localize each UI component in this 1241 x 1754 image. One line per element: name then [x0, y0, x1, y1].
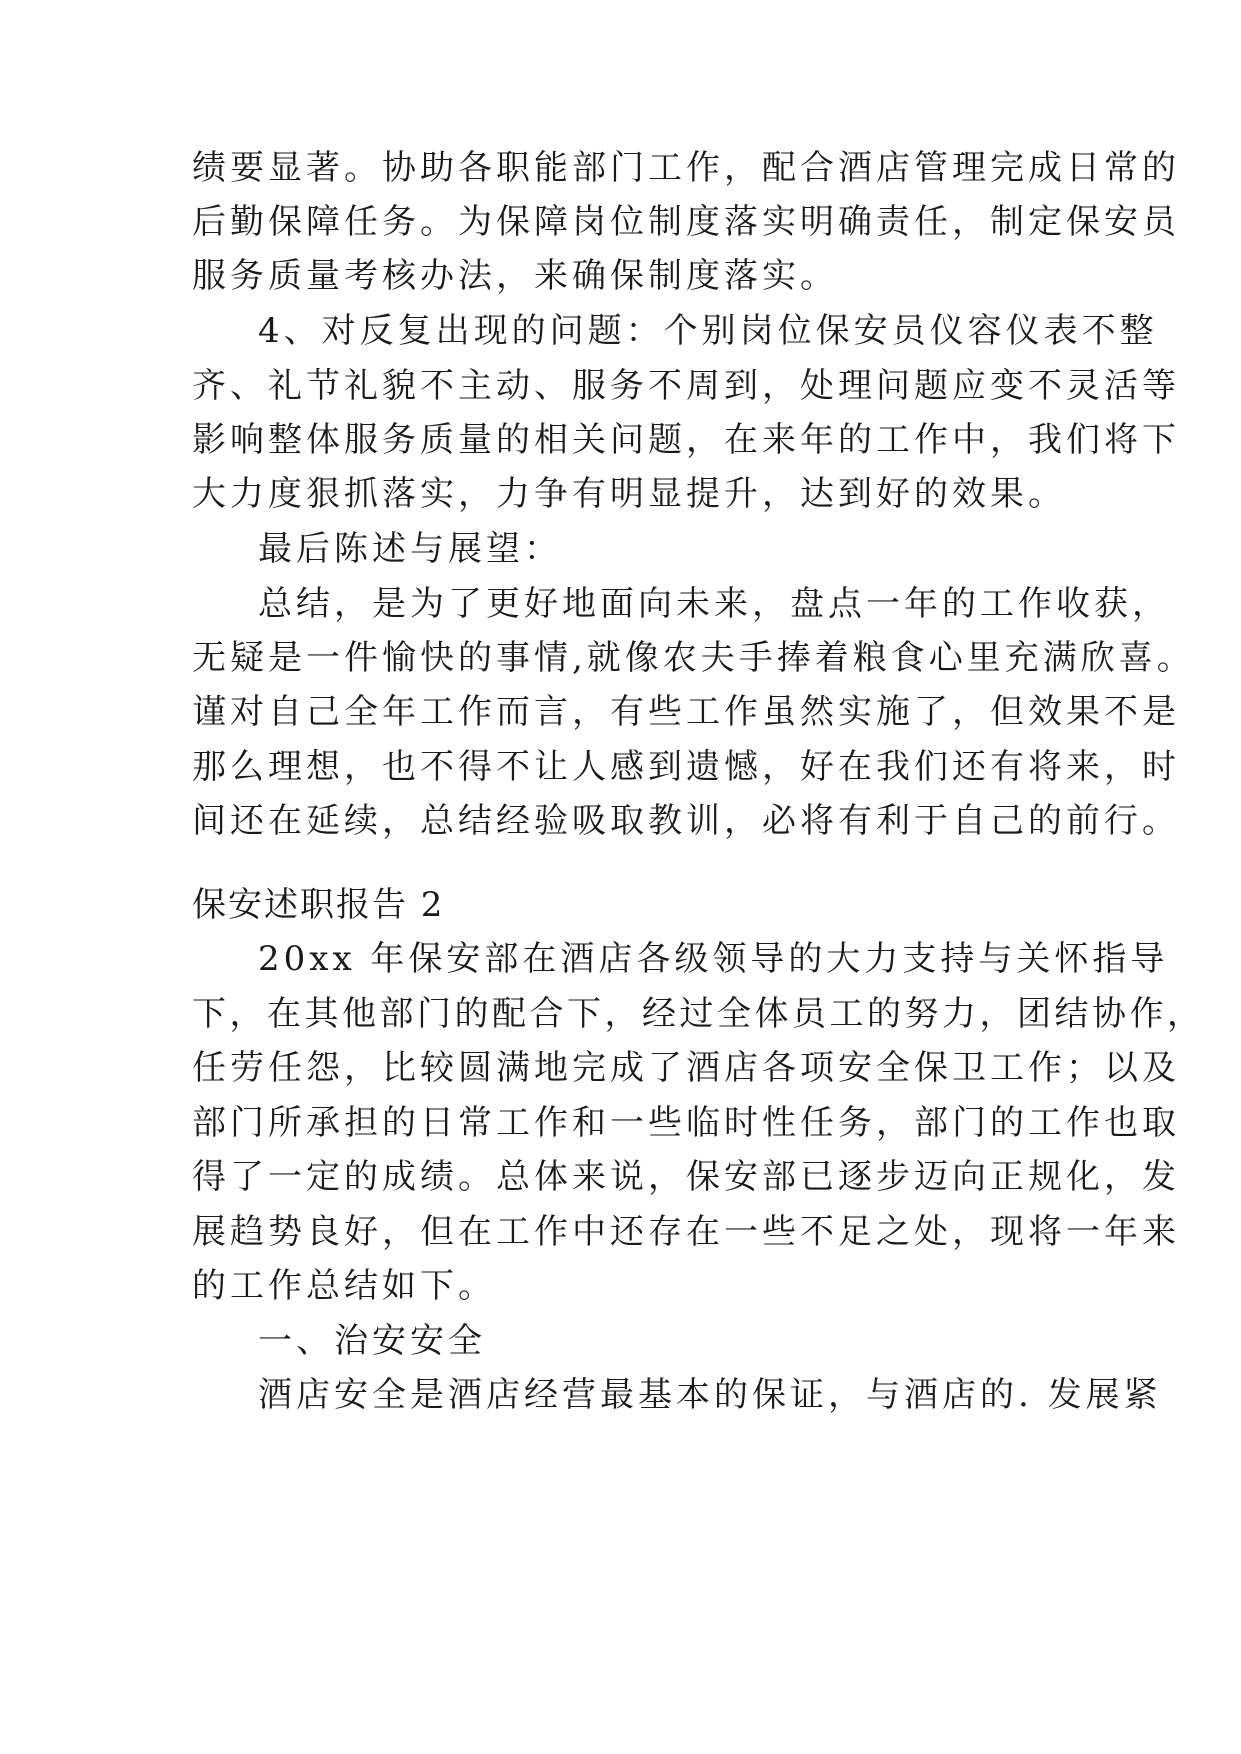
body-text-line: 齐、礼节礼貌不主动、服务不周到，处理问题应变不灵活等: [192, 366, 1180, 406]
body-text-line: 展趋势良好，但在工作中还存在一些不足之处，现将一年来: [192, 1212, 1180, 1252]
section-title: 保安述职报告 2: [192, 885, 445, 925]
body-text-line: 任劳任怨，比较圆满地完成了酒店各项安全保卫工作；以及: [192, 1048, 1180, 1088]
body-text-line: 最后陈述与展望：: [258, 529, 562, 569]
body-text-line: 无疑是一件愉快的事情,就像农夫手捧着粮食心里充满欣喜。: [192, 638, 1195, 678]
body-text-line: 下，在其他部门的配合下，经过全体员工的努力，团结协作，: [192, 994, 1205, 1034]
body-text-line: 4、对反复出现的问题：个别岗位保安员仪容仪表不整: [258, 311, 1158, 351]
body-text-line: 大力度狠抓落实，力争有明显提升，达到好的效果。: [192, 474, 1066, 514]
body-text-line: 总结，是为了更好地面向未来，盘点一年的工作收获，: [258, 584, 1170, 624]
body-text-line: 谨对自己全年工作而言，有些工作虽然实施了，但效果不是: [192, 692, 1180, 732]
body-text-line: 间还在延续，总结经验吸取教训，必将有利于自己的前行。: [192, 801, 1180, 841]
body-text-line: 的工作总结如下。: [192, 1266, 496, 1306]
body-text-line: 酒店安全是酒店经营最基本的保证，与酒店的. 发展紧: [258, 1375, 1162, 1415]
subsection-heading: 一、治安安全: [258, 1321, 486, 1361]
body-text-line: 绩要显著。协助各职能部门工作，配合酒店管理完成日常的: [192, 148, 1180, 188]
body-text-line: 部门所承担的日常工作和一些临时性任务，部门的工作也取: [192, 1103, 1180, 1143]
body-text-line: 服务质量考核办法，来确保制度落实。: [192, 256, 838, 296]
body-text-line: 影响整体服务质量的相关问题，在来年的工作中，我们将下: [192, 420, 1180, 460]
body-text-line: 20xx 年保安部在酒店各级领导的大力支持与关怀指导: [258, 939, 1169, 979]
body-text-line: 后勤保障任务。为保障岗位制度落实明确责任，制定保安员: [192, 202, 1180, 242]
body-text-line: 得了一定的成绩。总体来说，保安部已逐步迈向正规化，发: [192, 1157, 1180, 1197]
body-text-line: 那么理想，也不得不让人感到遗憾，好在我们还有将来，时: [192, 747, 1180, 787]
